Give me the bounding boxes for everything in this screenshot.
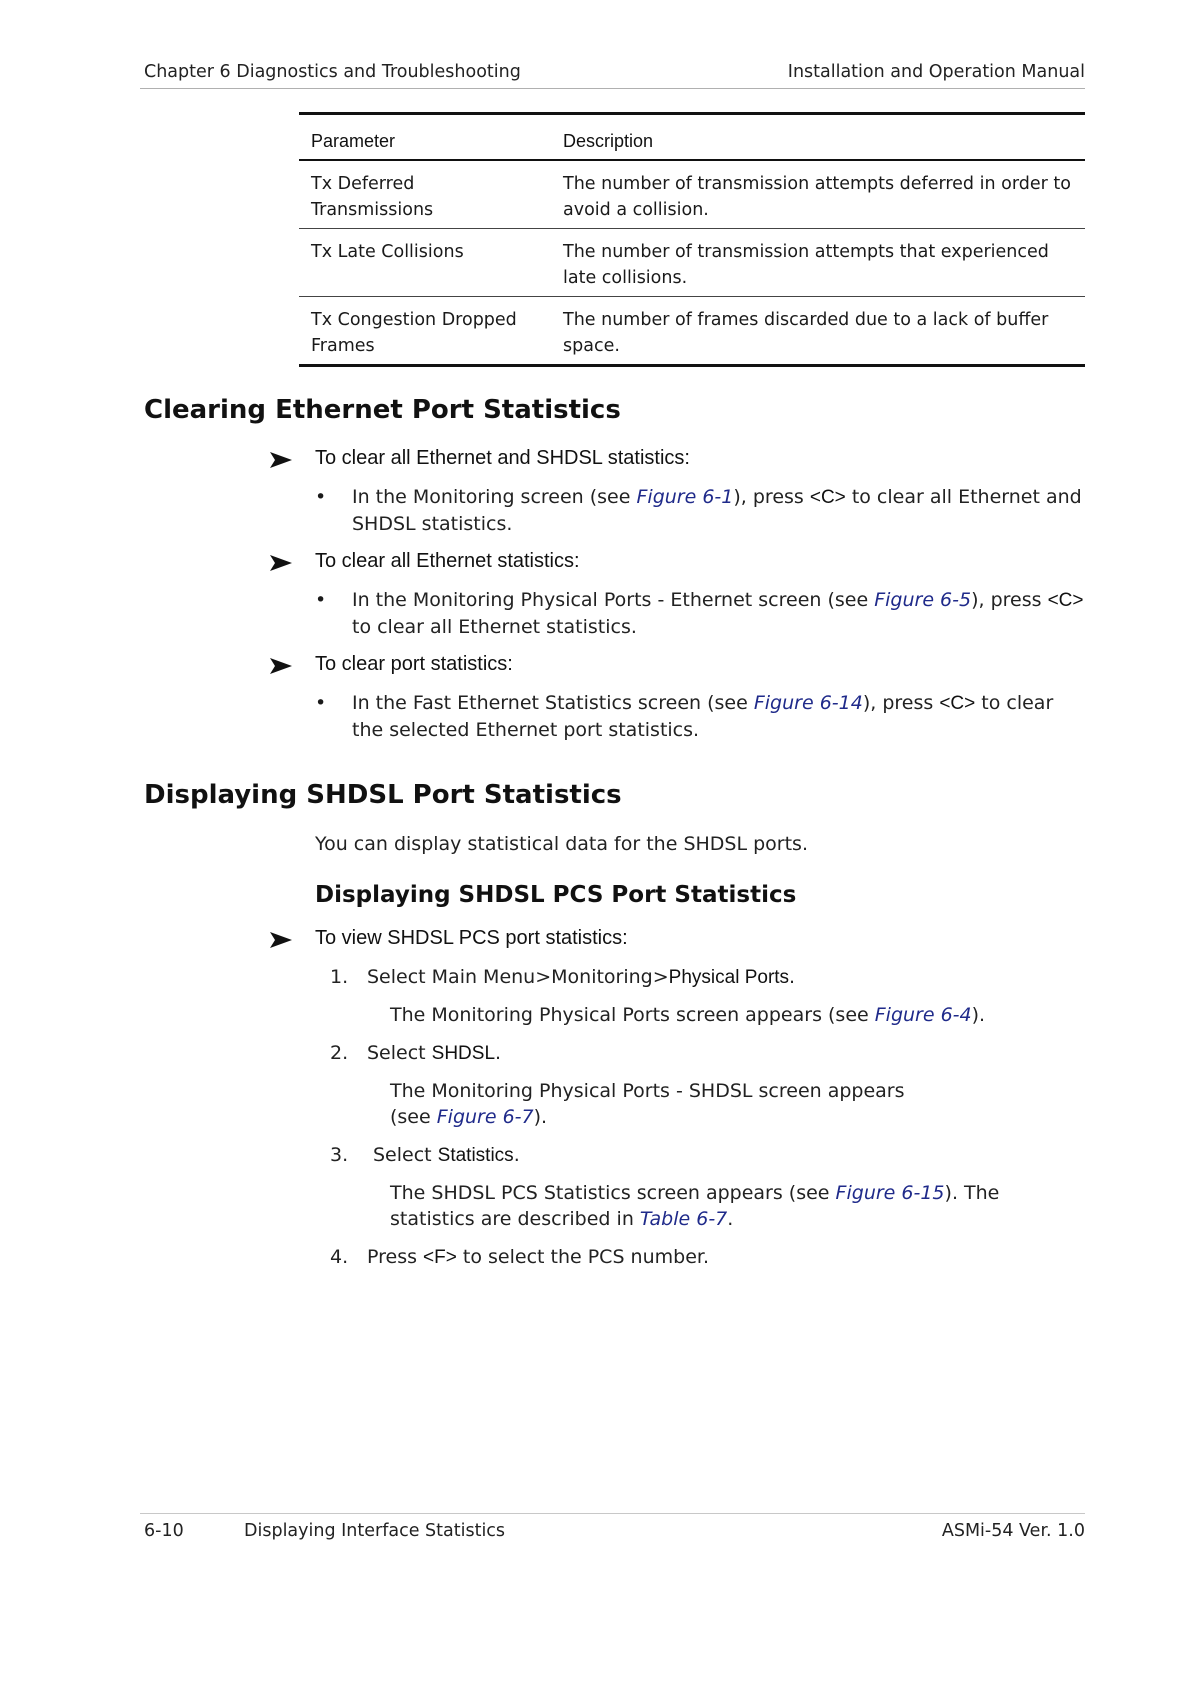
footer-divider bbox=[140, 1513, 1085, 1514]
table-row bbox=[299, 297, 1085, 366]
procedure-step-text: In the Fast Ethernet Statistics screen (see Figure 6-14), press <C> to clear the selected Ethernet port statistics. bbox=[352, 692, 1054, 741]
bullet-icon: • bbox=[315, 692, 327, 714]
page-number: 6-10 bbox=[144, 1521, 184, 1541]
step-instruction: Select SHDSL. bbox=[367, 1042, 502, 1064]
column-header-parameter: Parameter bbox=[311, 131, 396, 151]
step-result: The Monitoring Physical Ports screen appears (see Figure 6-4). bbox=[390, 1004, 986, 1026]
step-result: The SHDSL PCS Statistics screen appears (see Figure 6-15). The statistics are described in Table 6-7. bbox=[390, 1182, 1000, 1230]
description-cell: The number of transmission attempts that experienced late collisions. bbox=[563, 242, 1049, 288]
running-header-chapter: Chapter 6 Diagnostics and Troubleshooting bbox=[144, 62, 521, 82]
step-number: 3. bbox=[330, 1144, 349, 1166]
statistics-parameter-table bbox=[299, 112, 1085, 367]
menu-path-label: Physical Ports bbox=[668, 967, 790, 988]
step-instruction: Select Statistics. bbox=[373, 1144, 520, 1166]
section-heading-displaying-shdsl: Displaying SHDSL Port Statistics bbox=[144, 780, 622, 810]
bullet-icon: • bbox=[315, 486, 327, 508]
menu-option-label: Statistics bbox=[437, 1145, 514, 1166]
menu-option-label: SHDSL bbox=[431, 1043, 496, 1064]
bullet-icon: • bbox=[315, 589, 327, 611]
parameter-cell: Tx Late Collisions bbox=[311, 242, 464, 262]
footer-product-version: ASMi-54 Ver. 1.0 bbox=[941, 1521, 1085, 1541]
step-number: 2. bbox=[330, 1042, 349, 1064]
figure-link[interactable]: Figure 6-15 bbox=[835, 1182, 945, 1204]
parameter-cell: Tx Deferred Transmissions bbox=[311, 174, 434, 220]
description-cell: The number of frames discarded due to a lack of buffer space. bbox=[563, 310, 1049, 356]
table-link[interactable]: Table 6-7 bbox=[639, 1208, 728, 1230]
figure-link[interactable]: Figure 6-5 bbox=[874, 589, 972, 611]
figure-link[interactable]: Figure 6-1 bbox=[636, 486, 734, 508]
procedure-arrow-icon bbox=[270, 452, 292, 468]
table-row bbox=[299, 229, 1085, 297]
parameter-cell: Tx Congestion Dropped Frames bbox=[311, 310, 517, 356]
procedure-title-view-pcs: To view SHDSL PCS port statistics: bbox=[315, 927, 628, 949]
step-result: The Monitoring Physical Ports - SHDSL screen appears (see Figure 6-7). bbox=[390, 1080, 905, 1128]
subsection-heading-pcs: Displaying SHDSL PCS Port Statistics bbox=[315, 882, 797, 908]
figure-link[interactable]: Figure 6-7 bbox=[436, 1106, 534, 1128]
header-divider bbox=[140, 88, 1085, 89]
procedure-title-clear-ethernet: To clear all Ethernet statistics: bbox=[315, 550, 580, 572]
figure-link[interactable]: Figure 6-14 bbox=[753, 692, 863, 714]
section-heading-clearing-ethernet: Clearing Ethernet Port Statistics bbox=[144, 395, 621, 425]
key-label: <C> bbox=[809, 487, 846, 508]
key-label: <F> bbox=[423, 1247, 457, 1268]
procedure-step-text: In the Monitoring screen (see Figure 6-1), press <C> to clear all Ethernet and SHDSL statistics. bbox=[352, 486, 1082, 535]
table-row bbox=[299, 160, 1085, 229]
figure-link[interactable]: Figure 6-4 bbox=[874, 1004, 972, 1026]
description-cell: The number of transmission attempts deferred in order to avoid a collision. bbox=[563, 174, 1071, 220]
step-number: 4. bbox=[330, 1246, 349, 1268]
section-intro: You can display statistical data for the SHDSL ports. bbox=[315, 833, 808, 855]
footer-section-title: Displaying Interface Statistics bbox=[244, 1521, 506, 1541]
procedure-arrow-icon bbox=[270, 658, 292, 674]
procedure-arrow-icon bbox=[270, 932, 292, 948]
key-label: <C> bbox=[939, 693, 976, 714]
step-instruction: Press <F> to select the PCS number. bbox=[367, 1246, 709, 1268]
procedure-arrow-icon bbox=[270, 555, 292, 571]
procedure-title-clear-all: To clear all Ethernet and SHDSL statistics: bbox=[315, 447, 690, 469]
running-header-manual: Installation and Operation Manual bbox=[787, 62, 1085, 82]
key-label: <C> bbox=[1047, 590, 1084, 611]
step-instruction: Select Main Menu>Monitoring>Physical Ports. bbox=[367, 966, 796, 988]
step-number: 1. bbox=[330, 966, 349, 988]
procedure-step-text: In the Monitoring Physical Ports - Ethernet screen (see Figure 6-5), press <C> to clear all Ethernet statistics. bbox=[352, 589, 1084, 638]
procedure-title-clear-port: To clear port statistics: bbox=[315, 653, 513, 675]
column-header-description: Description bbox=[563, 131, 654, 151]
table-header-row bbox=[299, 114, 1085, 161]
